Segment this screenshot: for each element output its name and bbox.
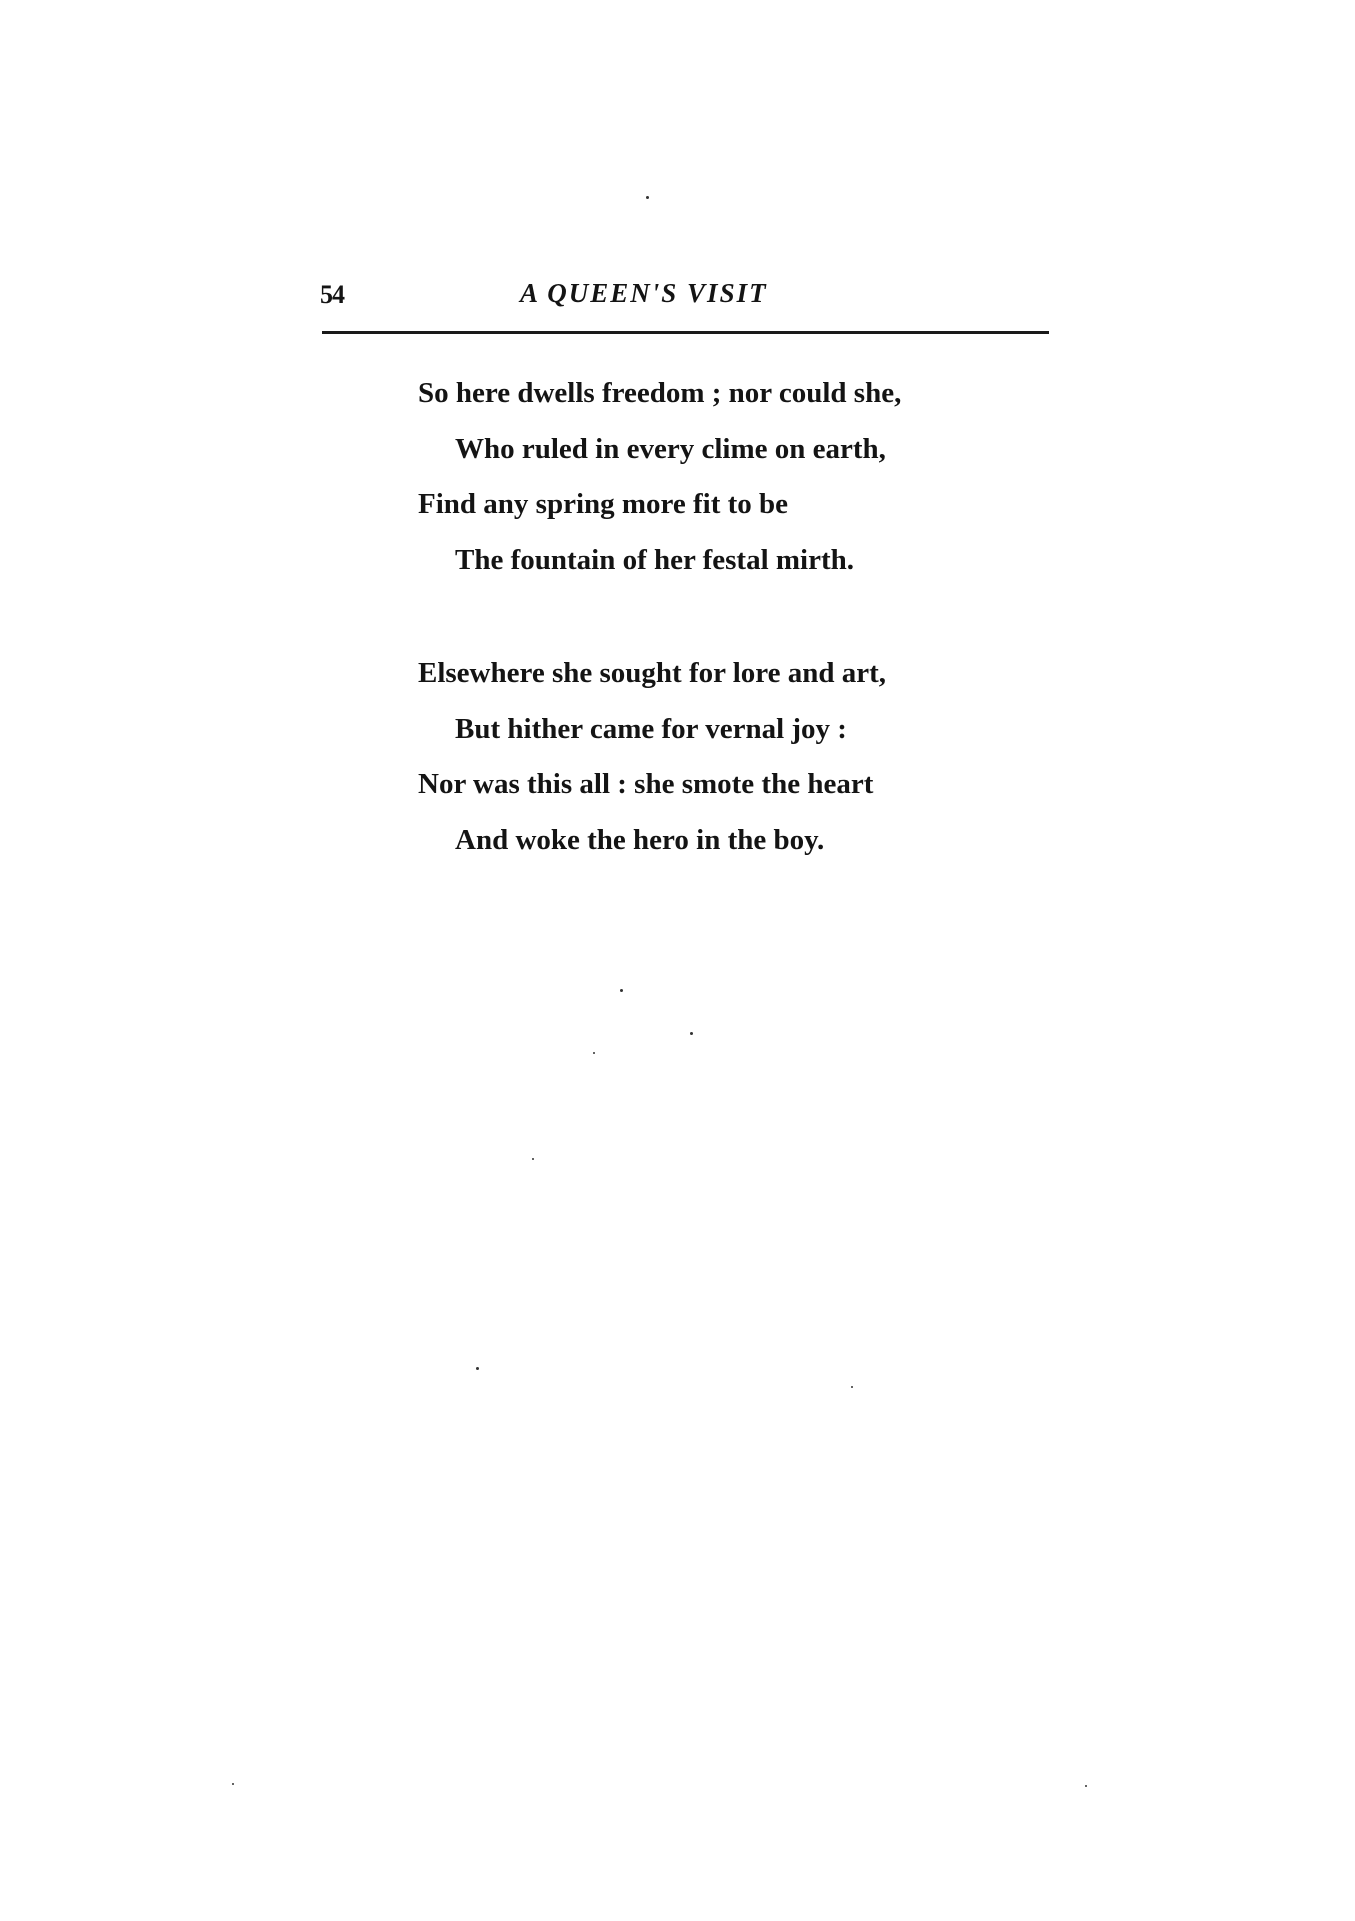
- poem-line: Find any spring more fit to be: [418, 488, 789, 520]
- poem-line: The fountain of her festal mirth.: [455, 543, 855, 576]
- page-header: [320, 276, 1050, 336]
- poem-line: Who ruled in every clime on earth,: [455, 432, 886, 465]
- poem-line: But hither came for vernal joy :: [455, 712, 847, 745]
- scan-speck: [593, 1052, 595, 1054]
- poem-line: So here dwells freedom ; nor could she,: [418, 377, 902, 409]
- page-number: 54: [320, 280, 344, 309]
- running-title: A QUEEN'S VISIT: [520, 278, 768, 308]
- scan-speck: [1085, 1785, 1087, 1787]
- stanza-2: [418, 646, 1058, 868]
- scan-speck: [476, 1367, 479, 1370]
- scan-speck: [690, 1032, 693, 1035]
- scan-speck: [646, 196, 649, 199]
- poem-line: And woke the hero in the boy.: [455, 823, 825, 856]
- stanza-1: [418, 366, 1058, 588]
- scan-speck: [532, 1158, 534, 1160]
- scan-speck: [851, 1386, 853, 1388]
- poem-line: Nor was this all : she smote the heart: [418, 768, 874, 800]
- scan-speck: [620, 989, 623, 992]
- poem-line: Elsewhere she sought for lore and art,: [418, 657, 887, 689]
- poem: [418, 366, 1058, 926]
- header-rule: [322, 331, 1049, 334]
- scan-speck: [232, 1783, 234, 1785]
